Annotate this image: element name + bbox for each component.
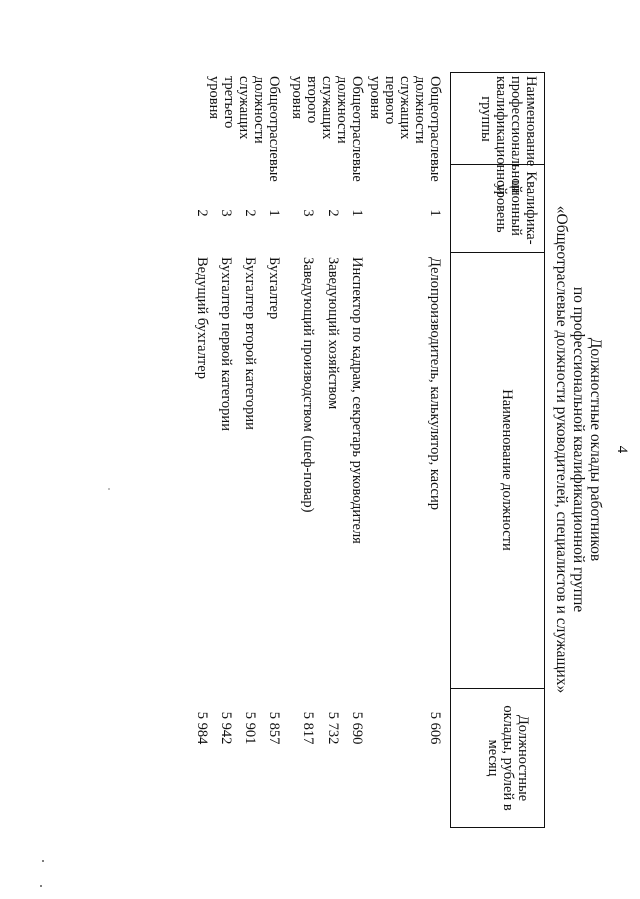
group-name-2: Общеотраслевые должности служащих второго уровня (289, 76, 365, 182)
group-name-3: Общеотраслевые должности служащих третьего уровня (206, 76, 282, 182)
table-row-position: Ведущий бухгалтер (194, 257, 210, 379)
header-salary: Должностные оклады, рублей в месяц (485, 705, 531, 811)
column-divider (451, 688, 544, 689)
title-line-1: Должностные оклады работников (587, 337, 604, 562)
page-number: 4 (614, 445, 630, 454)
table-row-level: 3 (300, 209, 316, 217)
table-row-level: 2 (325, 209, 341, 217)
table-row-position: Заведующий хозяйством (325, 257, 341, 410)
table-row-position: Бухгалтер (266, 257, 282, 320)
table-row-level: 3 (218, 209, 234, 217)
scan-speck (108, 488, 110, 490)
table-row-position: Делопроизводитель, калькулятор, кассир (427, 257, 443, 510)
table-row-level: 1 (349, 209, 365, 217)
table-row-salary: 5 857 (266, 711, 282, 745)
title-line-3: «Общеотраслевые должности руководителей, специалистов и служащих» (553, 205, 570, 694)
header-group: Наименование профессиональной квалификационной группы (478, 76, 539, 195)
title-line-2: по профессиональной квалификационной группе (570, 286, 587, 613)
table-row-salary: 5 732 (325, 711, 341, 745)
table-header (450, 72, 545, 828)
scan-speck (40, 885, 42, 887)
table-row-salary: 5 984 (194, 711, 210, 745)
group-name-1: Общеотраслевые должности служащих первого уровня (367, 76, 443, 182)
scan-speck (42, 860, 44, 862)
table-row-level: 1 (427, 209, 443, 217)
header-level: Квалифика-ционный уровень (493, 171, 539, 245)
table-row-level: 2 (242, 209, 258, 217)
table-row-position: Инспектор по кадрам, секретарь руководителя (349, 257, 365, 544)
document-title (553, 0, 604, 899)
table-row-level: 1 (266, 209, 282, 217)
table-row-level: 2 (194, 209, 210, 217)
table-row-salary: 5 817 (300, 711, 316, 745)
table-row-position: Заведующий производством (шеф-повар) (300, 257, 316, 513)
table-row-salary: 5 690 (349, 711, 365, 745)
table-row-position: Бухгалтер второй категории (242, 257, 258, 430)
header-position: Наименование должности (499, 389, 515, 551)
table-row-salary: 5 901 (242, 711, 258, 745)
column-divider (451, 252, 544, 253)
table-row-position: Бухгалтер первой категории (218, 257, 234, 431)
table-row-salary: 5 942 (218, 711, 234, 745)
table-row-salary: 5 606 (427, 711, 443, 745)
